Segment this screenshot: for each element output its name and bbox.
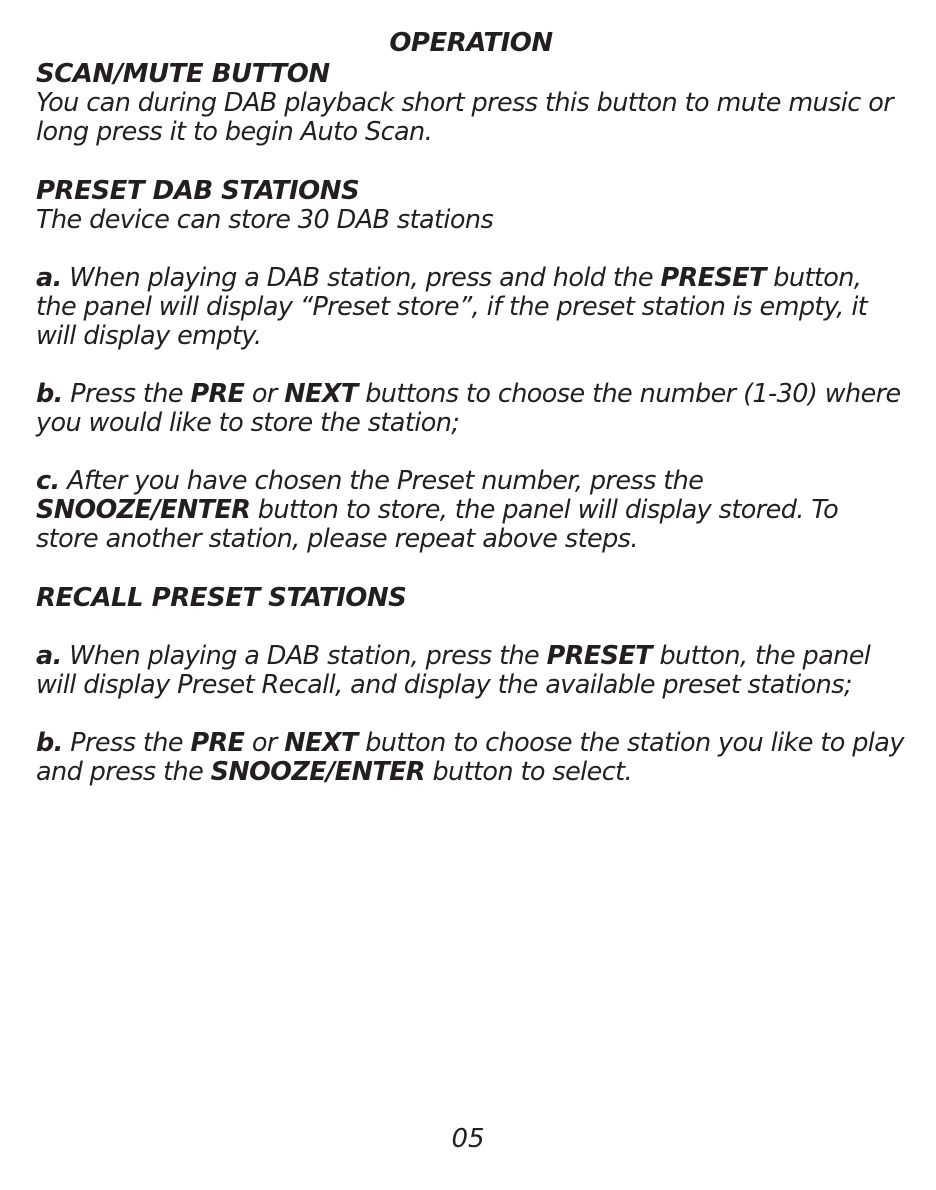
button-name: PRESET	[660, 263, 766, 293]
button-name: PRE	[190, 728, 245, 758]
button-name: SNOOZE/ENTER	[210, 757, 425, 787]
step-marker: a.	[36, 263, 62, 293]
scan-mute-text: You can during DAB playback short press this button to mute music or long press it to begin Auto Scan.	[36, 88, 894, 147]
step-text: When playing a DAB station, press and hold the	[61, 263, 661, 293]
preset-step-b	[36, 380, 906, 438]
scan-mute-heading: SCAN/MUTE BUTTON	[36, 59, 330, 89]
recall-heading: RECALL PRESET STATIONS	[36, 583, 407, 613]
step-text: or	[244, 728, 285, 758]
step-text: After you have chosen the Preset number, press the	[59, 466, 704, 496]
preset-dab-heading: PRESET DAB STATIONS	[36, 176, 360, 206]
recall-step-b	[36, 729, 906, 787]
step-marker: c.	[36, 466, 60, 496]
step-marker: a.	[36, 641, 62, 671]
manual-page	[36, 28, 906, 787]
recall-step-a	[36, 642, 906, 700]
button-name: PRE	[190, 379, 245, 409]
step-text: button to select.	[424, 757, 633, 787]
preset-step-a	[36, 264, 906, 351]
step-marker: b.	[36, 728, 63, 758]
page-title: OPERATION	[389, 28, 553, 58]
button-name: NEXT	[284, 379, 358, 409]
step-text: buttons to choose the number (1-30) where you would like to store the station;	[36, 379, 901, 438]
step-text: button, the panel will display “Preset store”, if the preset station is empty, it will display empty.	[36, 263, 868, 351]
step-text: button to store, the panel will display stored. To store another station, please repeat above steps.	[36, 495, 839, 554]
button-name: NEXT	[284, 728, 358, 758]
step-text: button, the panel will display Preset Recall, and display the available preset stations;	[36, 641, 871, 700]
step-text: or	[244, 379, 285, 409]
button-name: PRESET	[546, 641, 652, 671]
preset-dab-intro: The device can store 30 DAB stations	[36, 205, 494, 235]
step-text: button to choose the station you like to play and press the	[36, 728, 904, 787]
page-number: 05	[451, 1124, 485, 1154]
preset-step-c	[36, 467, 906, 554]
step-text: When playing a DAB station, press the	[61, 641, 547, 671]
step-marker: b.	[36, 379, 63, 409]
button-name: SNOOZE/ENTER	[36, 495, 251, 525]
step-text: Press the	[62, 728, 191, 758]
step-text: Press the	[62, 379, 191, 409]
